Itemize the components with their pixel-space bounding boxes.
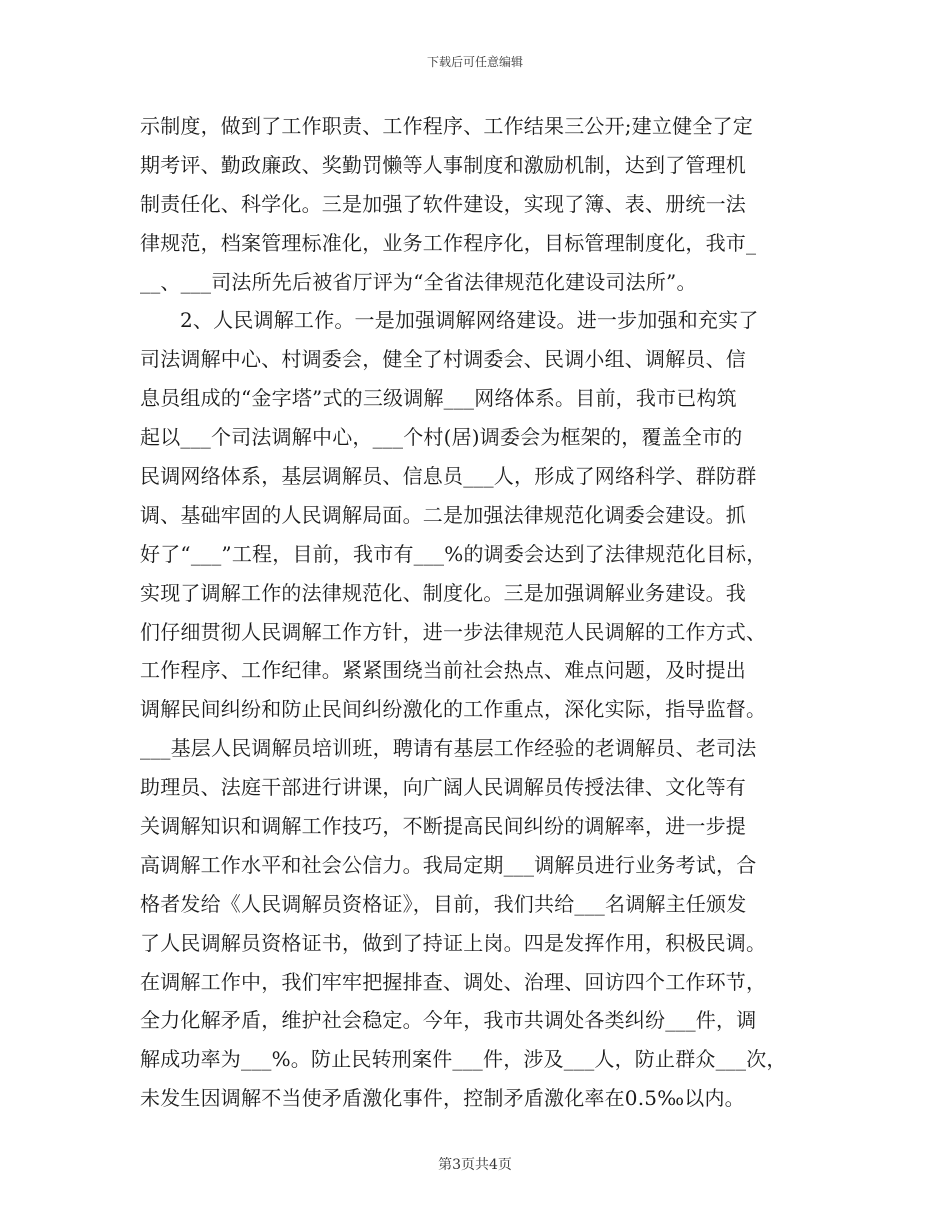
paragraph-line: 关调解知识和调解工作技巧，不断提高民间纠纷的调解率，进一步提 (140, 814, 746, 839)
paragraph-line: 制责任化、科学化。三是加强了软件建设，实现了簿、表、册统一法 (140, 191, 746, 216)
body-text (140, 107, 820, 1118)
paragraph-line: 们仔细贯彻人民调解工作方针，进一步法律规范人民调解的工作方式、 (140, 619, 767, 644)
paragraph-line: 实现了调解工作的法律规范化、制度化。三是加强调解业务建设。我 (140, 580, 746, 605)
paragraph-line: 调解民间纠纷和防止民间纠纷激化的工作重点，深化实际，指导监督。 (140, 697, 767, 722)
paragraph-line: 示制度，做到了工作职责、工作程序、工作结果三公开;建立健全了定 (140, 114, 753, 138)
paragraph-line: 律规范，档案管理标准化，业务工作程序化，目标管理制度化，我市_ (140, 230, 757, 255)
paragraph-line: 民调网络体系，基层调解员、信息员___人，形成了网络科学、群防群 (140, 464, 757, 489)
paragraph-line: 了人民调解员资格证书，做到了持证上岗。四是发挥作用，积极民调。 (140, 930, 767, 955)
paragraph-line: ___基层人民调解员培训班，聘请有基层工作经验的老调解员、老司法 (140, 736, 757, 761)
paragraph-line: 全力化解矛盾，维护社会稳定。今年，我市共调处各类纠纷___件，调 (140, 1008, 757, 1033)
paragraph-line: 格者发给《人民调解员资格证》，目前，我们共给___名调解主任颁发 (140, 891, 747, 916)
paragraph-line: 在调解工作中，我们牢牢把握排查、调处、治理、回访四个工作环节， (140, 969, 767, 994)
paragraph-line: 息员组成的“金字塔”式的三级调解___网络体系。目前，我市已构筑 (140, 386, 737, 411)
paragraph-line: __、___司法所先后被省厅评为“全省法律规范化建设司法所”。 (140, 269, 697, 294)
paragraph-line: 司法调解中心、村调委会，健全了村调委会、民调小组、调解员、信 (140, 347, 746, 372)
paragraph-line: 调、基础牢固的人民调解局面。二是加强法律规范化调委会建设。抓 (140, 502, 746, 527)
paragraph-line: 2、人民调解工作。一是加强调解网络建设。进一步加强和充实了 (180, 308, 759, 333)
paragraph-line: 解成功率为___%。防止民转刑案件___件，涉及___人，防止群众___次， (140, 1047, 787, 1072)
paragraph-line: 好了“___”工程，目前，我市有___%的调委会达到了法律规范化目标， (140, 541, 767, 566)
paragraph-line: 期考评、勤政廉政、奖勤罚懒等人事制度和激励机制，达到了管理机 (140, 152, 746, 177)
paragraph-line: 高调解工作水平和社会公信力。我局定期___调解员进行业务考试，合 (140, 852, 757, 877)
page-footer: 第3页共4页 (438, 1157, 512, 1173)
page-header: 下载后可任意编辑 (426, 55, 523, 69)
paragraph-line: 未发生因调解不当使矛盾激化事件，控制矛盾激化率在0.5‰以内。 (140, 1086, 745, 1111)
paragraph-line: 助理员、法庭干部进行讲课，向广阔人民调解员传授法律、文化等有 (140, 775, 746, 800)
paragraph-line: 工作程序、工作纪律。紧紧围绕当前社会热点、难点问题，及时提出 (140, 658, 746, 683)
paragraph-line: 起以___个司法调解中心，___个村(居)调委会为框架的，覆盖全市的 (140, 425, 743, 450)
